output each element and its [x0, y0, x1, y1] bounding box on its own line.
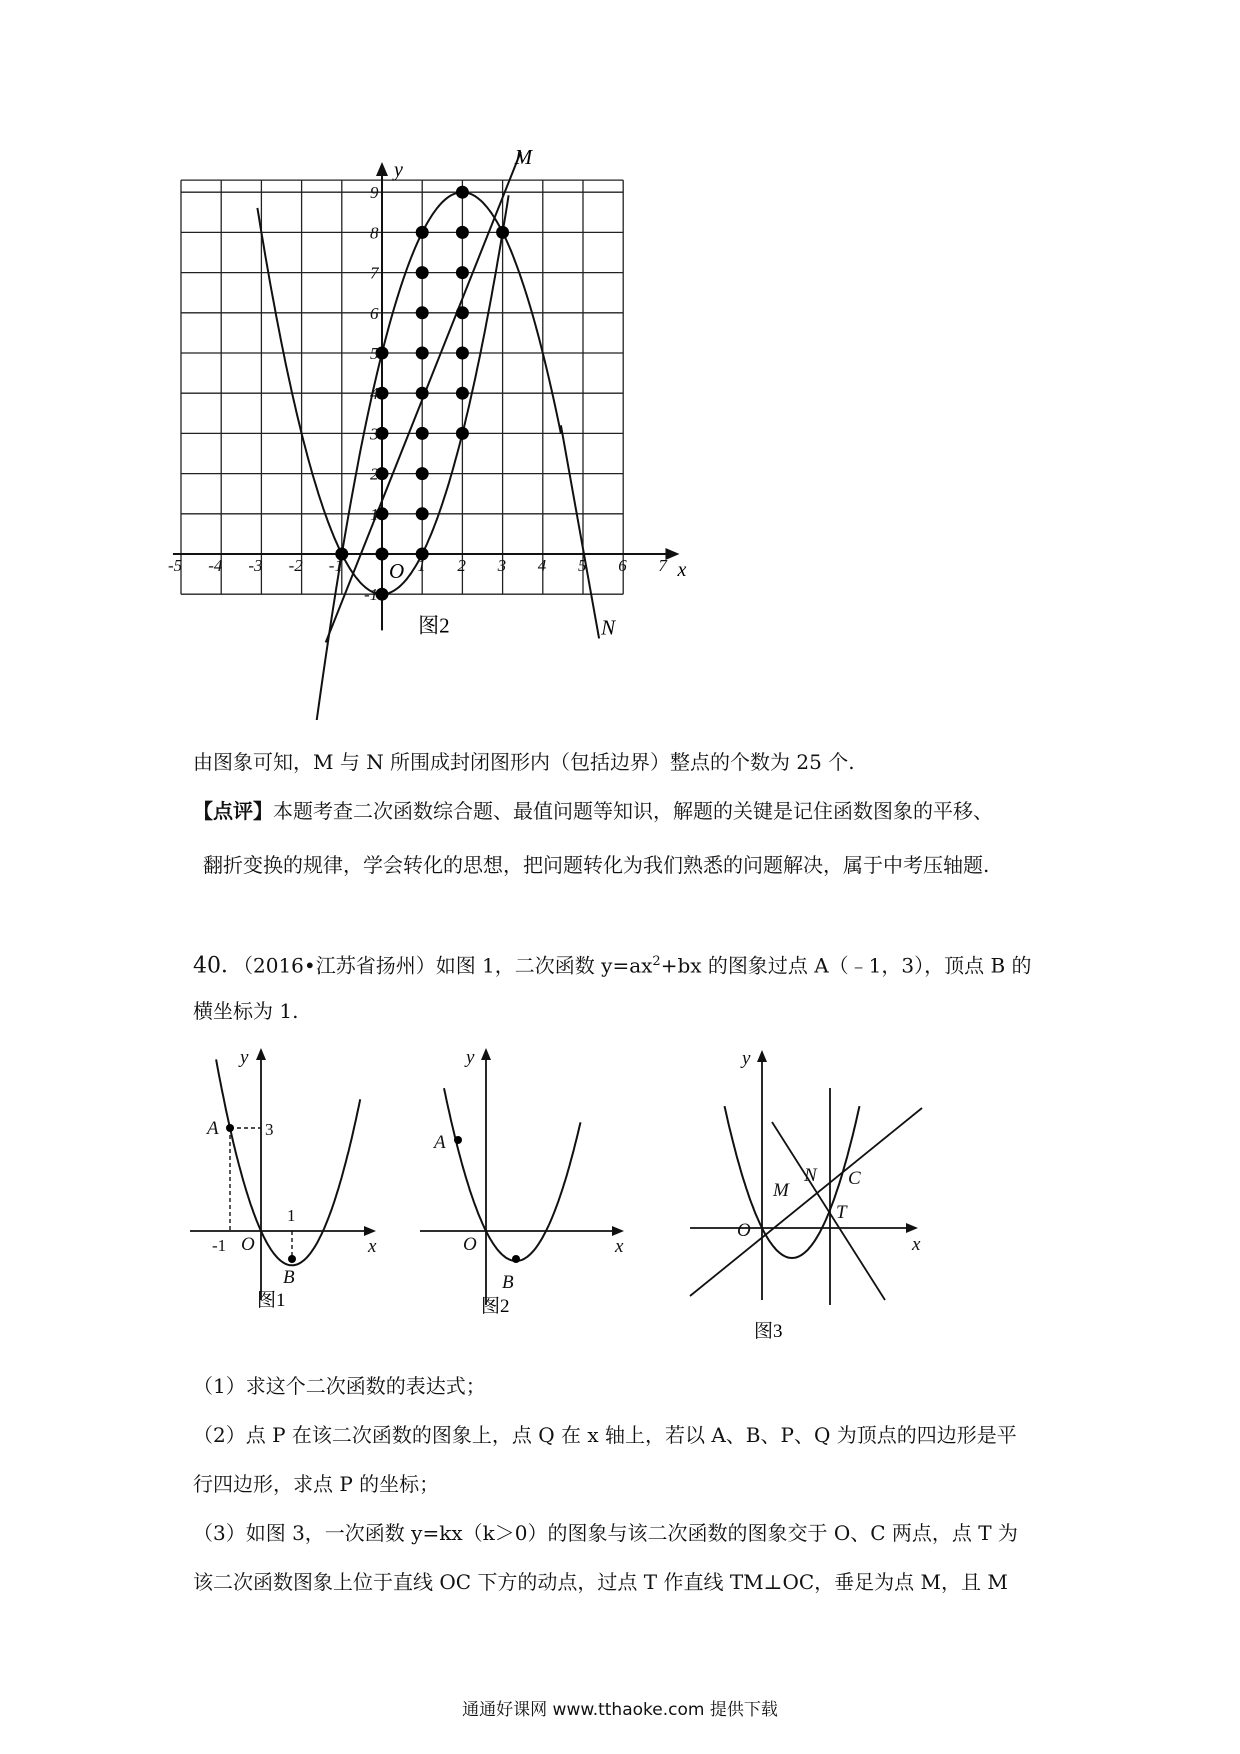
fig1-x-arrow: [364, 1226, 376, 1236]
problem-stem-b: +bx 的图象过点 A（﹣1，3），顶点 B 的: [660, 953, 1032, 978]
fig2-y-arrow: [481, 1048, 491, 1060]
lattice-point: [456, 387, 469, 400]
y-tick-label: 7: [370, 263, 379, 283]
fig3-label-c: C: [848, 1168, 861, 1189]
curve-m: [241, 192, 561, 720]
lattice-point: [456, 186, 469, 199]
figure-3: [680, 1040, 940, 1340]
y-tick-label: 5: [370, 344, 379, 363]
y-axis-label: y: [394, 159, 403, 182]
lattice-point: [456, 266, 469, 279]
x-tick-label: 6: [618, 556, 627, 575]
y-axis-arrow: [376, 162, 388, 176]
x-tick-label: -5: [168, 556, 183, 575]
fig1-label-y: y: [240, 1047, 249, 1068]
y-tick-label: 4: [370, 384, 379, 404]
lattice-point: [416, 266, 429, 279]
page-footer: 通通好课网 www.tthaoke.com 提供下载: [462, 1700, 778, 1720]
lattice-point: [416, 387, 429, 400]
problem-stem-exponent: 2: [652, 954, 661, 969]
figure-1: [180, 1040, 390, 1310]
fig1-label-3: 3: [265, 1120, 274, 1139]
fig2-label-a: A: [434, 1132, 446, 1153]
question-1: （1）求这个二次函数的表达式；: [193, 1374, 486, 1398]
lattice-point: [376, 548, 389, 561]
fig2-label-x: x: [615, 1236, 624, 1257]
question-3-line-2: 该二次函数图象上位于直线 OC 下方的动点，过点 T 作直线 TM⊥OC，垂足为点 M，且 M: [193, 1570, 1008, 1594]
fig2-point-b: [512, 1255, 520, 1263]
lattice-point: [456, 427, 469, 440]
fig2-x-arrow: [612, 1226, 624, 1236]
line-tm: [772, 1122, 885, 1300]
y-tick-label: 9: [370, 183, 379, 203]
fig2-label-o: O: [463, 1234, 477, 1255]
figure-2: [410, 1040, 650, 1315]
lattice-point: [496, 226, 509, 239]
x-tick-label: -3: [248, 556, 263, 575]
lattice-point: [416, 226, 429, 239]
x-tick-label: 5: [578, 556, 587, 575]
y-tick-label: 6: [370, 303, 379, 323]
fig3-label-x: x: [912, 1234, 921, 1255]
fig1-point-b: [288, 1255, 296, 1263]
fig3-label-y: y: [742, 1048, 751, 1069]
lattice-point: [416, 306, 429, 319]
figure-caption: 图2: [418, 613, 450, 638]
comment-line-1: [193, 796, 993, 826]
fig3-label-t: T: [836, 1202, 847, 1223]
problem-stem-line-1: [193, 947, 1032, 982]
curve-label-m: M: [514, 150, 533, 170]
question-2-line-2: 行四边形，求点 P 的坐标；: [193, 1472, 440, 1496]
question-2-line-1: （2）点 P 在该二次函数的图象上，点 Q 在 x 轴上，若以 A、B、P、Q 为顶点的四边形是平: [193, 1423, 1017, 1447]
lattice-point: [456, 347, 469, 360]
lattice-point: [416, 427, 429, 440]
problem-stem-line-2: 横坐标为 1.: [193, 999, 299, 1023]
x-tick-label: 4: [537, 556, 547, 575]
fig1-label-neg1: -1: [212, 1236, 227, 1255]
x-tick-label: -4: [208, 556, 223, 575]
fig1-parabola: [216, 1059, 360, 1265]
curve-label-n: N: [601, 615, 616, 640]
fig2-point-a: [454, 1136, 462, 1144]
y-tick-label: 3: [370, 424, 379, 444]
lattice-point: [416, 467, 429, 480]
x-tick-label: -1: [328, 556, 343, 575]
x-tick-labels: [168, 556, 668, 575]
fig1-label-b: B: [283, 1267, 295, 1288]
problem-number: 40．: [193, 953, 243, 979]
x-tick-label: 3: [497, 556, 507, 575]
comment-line-2: 翻折变换的规律，学会转化的思想，把问题转化为我们熟悉的问题解决，属于中考压轴题.: [203, 853, 990, 877]
fig3-label-m: M: [773, 1180, 789, 1201]
comment-text-1: 本题考查二次函数综合题、最值问题等知识，解题的关键是记住函数图象的平移、: [273, 799, 993, 823]
y-tick-label: 2: [370, 464, 379, 484]
y-tick-label: -1: [364, 585, 379, 605]
fig1-label-1: 1: [287, 1206, 296, 1225]
fig2-label-b: B: [502, 1272, 514, 1293]
lattice-figure: [160, 150, 800, 720]
problem-source: （2016•江苏省扬州）: [243, 953, 436, 978]
fig1-label-o: O: [241, 1234, 255, 1255]
fig3-x-arrow: [906, 1223, 918, 1233]
fig1-y-arrow: [256, 1048, 266, 1060]
curve-n-tail: [561, 425, 599, 638]
lattice-point: [456, 306, 469, 319]
x-axis-label: x: [677, 559, 687, 581]
fig3-label-o: O: [737, 1220, 751, 1241]
x-tick-label: 1: [417, 556, 426, 575]
line-oc: [690, 1108, 922, 1296]
x-tick-label: 2: [457, 556, 466, 575]
problem-stem-a: 如图 1，二次函数 y=ax: [435, 953, 653, 978]
comment-tag: 【点评】: [193, 799, 273, 823]
fig2-caption: 图2: [481, 1296, 510, 1315]
grid: [181, 180, 623, 594]
fig2-label-y: y: [466, 1047, 475, 1068]
y-tick-label: 1: [370, 504, 379, 524]
fig1-label-x: x: [368, 1236, 377, 1257]
fig1-caption: 图1: [257, 1290, 286, 1310]
fig1-point-a: [226, 1124, 234, 1132]
question-3-line-1: （3）如图 3，一次函数 y=kx（k＞0）的图象与该二次函数的图象交于 O、C 两点，点 T 为: [193, 1521, 1018, 1545]
x-tick-label: 7: [658, 556, 667, 575]
fig3-y-arrow: [757, 1050, 767, 1062]
lattice-point: [416, 507, 429, 520]
lattice-point: [456, 226, 469, 239]
origin-label: O: [389, 559, 405, 583]
fig3-label-n: N: [804, 1165, 817, 1186]
fig1-label-a: A: [207, 1118, 219, 1139]
fig3-caption: 图3: [754, 1321, 783, 1340]
y-tick-label: 8: [370, 223, 379, 243]
lattice-point: [416, 347, 429, 360]
x-tick-label: -2: [288, 556, 303, 575]
conclusion-text: 由图象可知，M 与 N 所围成封闭图形内（包括边界）整点的个数为 25 个.: [193, 750, 855, 774]
